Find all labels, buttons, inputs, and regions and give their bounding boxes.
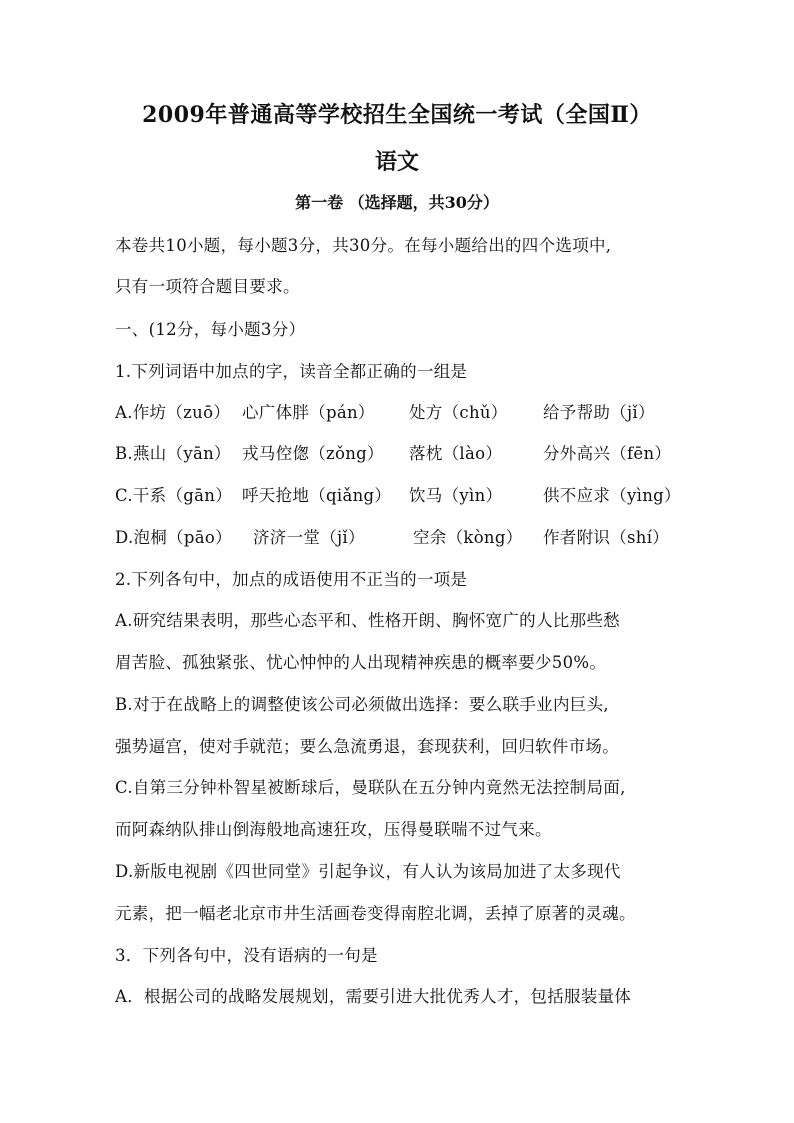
q1-option-d-2: 济济一堂（jǐ） [253,528,365,547]
q1-option-c-4: 供不应求（yìng） [543,486,681,505]
q1-option-a-4: 给予帮助（jǐ） [543,403,655,422]
q1-option-b-2: 戎马倥偬（zǒng） [242,444,384,463]
q1-option-b-4: 分外高兴（fēn） [543,444,672,463]
q3-option-a-line-1: A．根据公司的战略发展规划，需要引进大批优秀人才，包括服装量体 [115,987,632,1006]
part-heading: 一、(12分，每小题3分） [115,320,306,339]
q2-option-a-line-2: 眉苦脸、孤独紧张、忧心忡忡的人出现精神疾患的概率要少50%。 [115,653,607,672]
q3-stem: 3．下列各句中，没有语病的一句是 [115,946,378,965]
q1-option-b-3: 落枕（lào） [409,444,503,463]
q2-option-b-line-2: 强势逼宫，使对手就范；要么急流勇退，套现获利，回归软件市场。 [115,737,619,756]
q1-option-row-b [115,440,715,464]
q2-option-d-line-2: 元素，把一幅老北京市井生活画卷变得南腔北调，丢掉了原著的灵魂。 [115,904,636,923]
q1-option-c-1: C.干系（gān） [115,486,233,505]
q1-option-b-1: B.燕山（yān） [115,444,231,463]
q2-option-a-line-1: A.研究结果表明，那些心态平和、性格开朗、胸怀宽广的人比那些愁 [115,611,620,630]
q1-option-row-a [115,399,715,423]
q1-option-d-4: 作者附识（shí） [543,528,670,547]
q1-option-a-1: A.作坊（zuō） [115,403,231,422]
q2-option-d-line-1: D.新版电视剧《四世同堂》引起争议，有人认为该局加进了太多现代 [115,862,621,881]
q2-option-c-line-1: C.自第三分钟朴智星被断球后，曼联队在五分钟内竟然无法控制局面, [115,778,626,797]
section-title: 第一卷 （选择题，共30分） [295,193,499,212]
q1-option-d-3: 空余（kòng） [413,528,523,547]
q1-option-row-d [115,524,715,548]
q1-option-c-2: 呼天抢地（qiǎng） [242,486,392,505]
q2-option-c-line-2: 而阿森纳队排山倒海般地高速狂攻，压得曼联喘不过气来。 [115,820,552,839]
q1-option-c-3: 饮马（yìn） [409,486,503,505]
subject-title: 语文 [374,149,419,175]
q2-option-b-line-1: B.对于在战略上的调整使该公司必须做出选择：要么联手业内巨头, [115,695,609,714]
q1-option-a-3: 处方（chǔ） [409,403,508,422]
exam-title: 2009年普通高等学校招生全国统一考试（全国Ⅱ） [142,102,652,128]
intro-line-2: 只有一项符合题目要求。 [115,277,300,296]
q1-option-row-c [115,482,715,506]
intro-line-1: 本卷共10小题，每小题3分，共30分。在每小题给出的四个选项中, [115,236,612,255]
q2-stem: 2.下列各句中，加点的成语使用不正当的一项是 [115,570,468,589]
q1-option-a-2: 心广体胖（pán） [242,403,375,422]
q1-stem: 1.下列词语中加点的字，读音全都正确的一组是 [115,362,468,381]
q1-option-d-1: D.泡桐（pāo） [115,528,232,547]
